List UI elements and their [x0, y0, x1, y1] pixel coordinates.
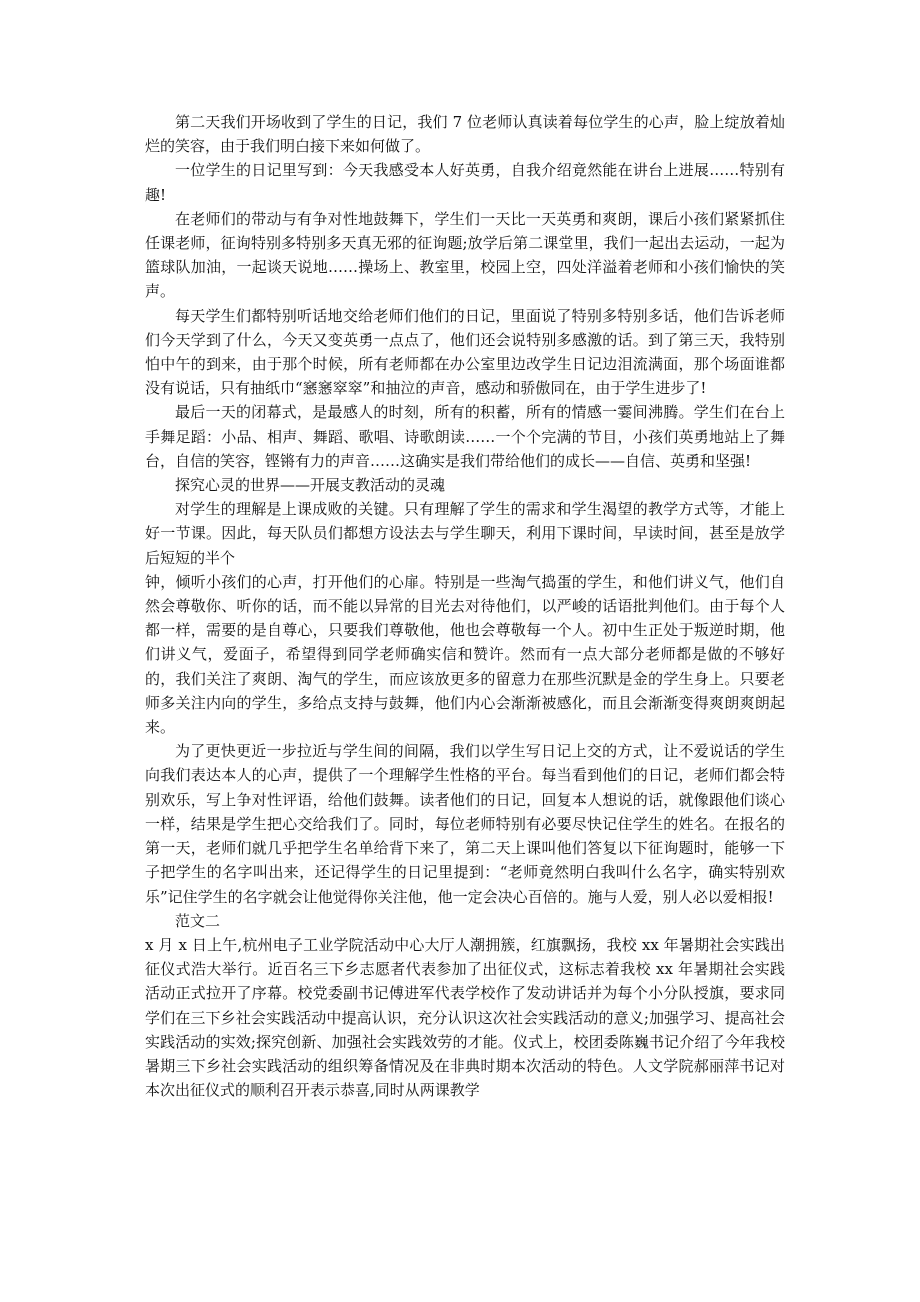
- paragraph-listening: 钟，倾听小孩们的心声，打开他们的心扉。特别是一些淘气捣蛋的学生，和他们讲义气，他们自然会尊敬你、听你的话，而不能以异常的目光去对待他们，以严峻的话语批判他们。由于每个人都一样，需要的是自尊心，只要我们尊敬他，他也会尊敬每一个人。初中生正处于叛逆时期，他们讲义气，爱面子，希望得到同学老师确实信和赞许。然而有一点大部分老师都是做的不够好的，我们关注了爽朗、淘气的学生，而应该放更多的留意力在那些沉默是金的学生身上。只要老师多关注内向的学生，多给点支持与鼓舞，他们内心会渐渐被感化，而且会渐渐变得爽朗爽朗起来。: [145, 572, 785, 737]
- paragraph-daily-diaries: 每天学生们都特别听话地交给老师们他们的日记，里面说了特别多特别多话，他们告诉老师们今天学到了什么，今天又变英勇一点点了，他们还会说特别多感激的话。到了第三天，我特别怕中午的到来，由于那个时候，所有老师都在办公室里边改学生日记边泪流满面，那个场面谁都没有说话，只有抽纸巾“窸窸窣窣”和抽泣的声音，感动和骄傲同在，由于学生进步了!: [145, 306, 785, 398]
- paragraph-encouragement: 在老师们的带动与有争对性地鼓舞下，学生们一天比一天英勇和爽朗，课后小孩们紧紧抓住任课老师，征询特别多特别多天真无邪的征询题;放学后第二课堂里，我们一起出去运动，一起为篮球队加油，一起谈天说地……操场上、教室里，校园上空，四处洋溢着老师和小孩们愉快的笑声。: [145, 209, 785, 301]
- document-body: [145, 110, 785, 1102]
- paragraph-diary-received: 第二天我们开场收到了学生的日记，我们 7 位老师认真读着每位学生的心声，脸上绽放着灿烂的笑容，由于我们明白接下来如何做了。: [145, 113, 785, 156]
- paragraph-understanding-students: 对学生的理解是上课成败的关键。只有理解了学生的需求和学生渴望的教学方式等，才能上好一节课。因此，每天队员们都想方设法去与学生聊天，利用下课时间，早读时间，甚至是放学后短短的半个: [145, 500, 785, 567]
- section-heading: 探究心灵的世界——开展支教活动的灵魂: [175, 476, 446, 495]
- paragraph-student-quote: 一位学生的日记里写到：今天我感受本人好英勇，自我介绍竟然能在讲台上进展……特别有趣!: [145, 161, 785, 204]
- sample-heading: 范文二: [175, 911, 221, 930]
- paragraph-closing-ceremony: 最后一天的闭幕式，是最感人的时刻，所有的积蓄，所有的情感一霎间沸腾。学生们在台上手舞足蹈：小品、相声、舞蹈、歌唱、诗歌朗读……一个个完满的节目，小孩们英勇地站上了舞台，自信的笑容，铿锵有力的声音……这确实是我们带给他们的成长——自信、英勇和坚强!: [145, 403, 785, 470]
- paragraph-diary-method: 为了更快更近一步拉近与学生间的间隔，我们以学生写日记上交的方式，让不爱说话的学生向我们表达本人的心声，提供了一个理解学生性格的平台。每当看到他们的日记，老师们都会特别欢乐，写上争对性评语，给他们鼓舞。读者他们的日记，回复本人想说的话，就像跟他们谈心一样，结果是学生把心交给我们了。同时，每位老师特别有必要尽快记住学生的姓名。在报名的第一天，老师们就几乎把学生名单给背下来了，第二天上课叫他们答复以下征询题时，能够一下子把学生的名字叫出来，还记得学生的日记里提到：“老师竟然明白我叫什么名字，确实特别欢乐”记住学生的名字就会让他觉得你关注他，他一定会决心百倍的。施与人爱，别人必以爱相报!: [145, 742, 785, 906]
- paragraph-ceremony-report: x 月 x 日上午,杭州电子工业学院活动中心大厅人潮拥簇，红旗飘扬，我校 xx 年暑期社会实践出征仪式浩大举行。近百名三下乡志愿者代表参加了出征仪式，这标志着我校 xx 年暑期社会实践活动正式拉开了序幕。校党委副书记傅进军代表学校作了发动讲话并为每个小分队授旗，要求同学们在三下乡社会实践活动中提高认识，充分认识这次社会实践活动的意义;加强学习、提高社会实践活动的实效;探究创新、加强社会实践效劳的才能。仪式上，校团委陈巍书记介绍了今年我校暑期三下乡社会实践活动的组织筹备情况及在非典时期本次活动的特色。人文学院郝丽萍书记对本次出征仪式的顺利召开表示恭喜,同时从两课教学: [145, 935, 785, 1100]
